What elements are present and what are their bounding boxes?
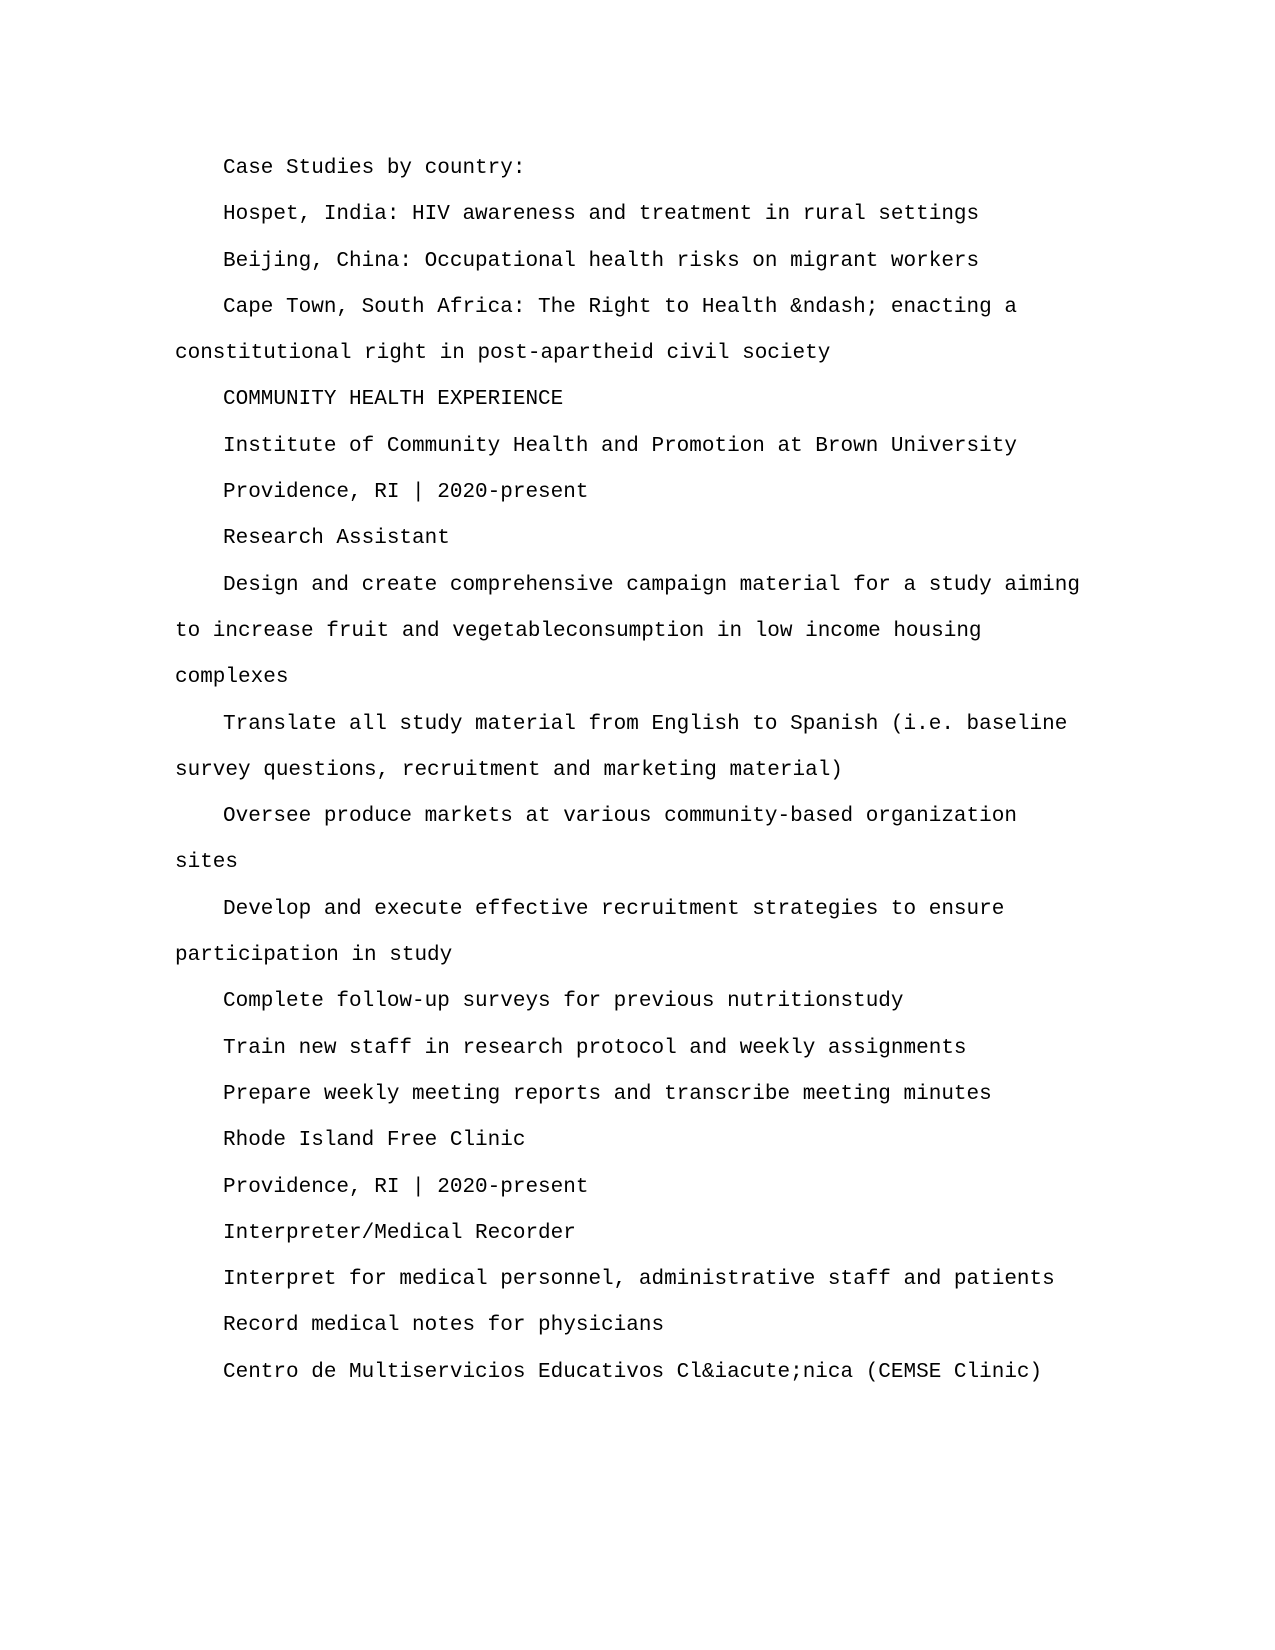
text-line: Hospet, India: HIV awareness and treatment in rural settings xyxy=(223,203,980,227)
text-line: complexes xyxy=(175,666,289,690)
text-line: Case Studies by country: xyxy=(223,157,526,180)
text-line: constitutional right in post-apartheid civil society xyxy=(175,342,831,366)
text-line: Providence, RI | 2020-present xyxy=(223,1175,589,1199)
text-line: Complete follow-up surveys for previous nutritionstudy xyxy=(223,990,904,1014)
text-line: Oversee produce markets at various community-based organization xyxy=(223,805,1017,829)
text-line: Translate all study material from English to Spanish (i.e. baseline xyxy=(223,712,1068,736)
text-line: survey questions, recruitment and marketing material) xyxy=(175,758,843,782)
document-text-block xyxy=(175,146,1185,1396)
text-line: Centro de Multiservicios Educativos Cl&iacute;nica (CEMSE Clinic) xyxy=(223,1360,1043,1384)
text-line: Train new staff in research protocol and weekly assignments xyxy=(223,1036,967,1060)
text-line: participation in study xyxy=(175,944,453,968)
text-line: Institute of Community Health and Promotion at Brown University xyxy=(223,434,1017,458)
text-line: Record medical notes for physicians xyxy=(223,1314,665,1338)
text-line: to increase fruit and vegetableconsumption in low income housing xyxy=(175,619,982,643)
text-line: Prepare weekly meeting reports and transcribe meeting minutes xyxy=(223,1082,992,1106)
text-line: Develop and execute effective recruitment strategies to ensure xyxy=(223,897,1005,921)
text-line: Beijing, China: Occupational health risks on migrant workers xyxy=(223,249,980,273)
text-line: Interpreter/Medical Recorder xyxy=(223,1221,576,1245)
text-line: sites xyxy=(175,851,239,875)
text-line: Design and create comprehensive campaign material for a study aiming xyxy=(223,573,1080,597)
text-line: Rhode Island Free Clinic xyxy=(223,1129,526,1153)
text-line: Interpret for medical personnel, administrative staff and patients xyxy=(223,1268,1055,1292)
text-line: Providence, RI | 2020-present xyxy=(223,481,589,505)
text-line: COMMUNITY HEALTH EXPERIENCE xyxy=(223,388,564,412)
text-line: Research Assistant xyxy=(223,527,450,551)
text-line: Cape Town, South Africa: The Right to Health &ndash; enacting a xyxy=(223,295,1017,319)
